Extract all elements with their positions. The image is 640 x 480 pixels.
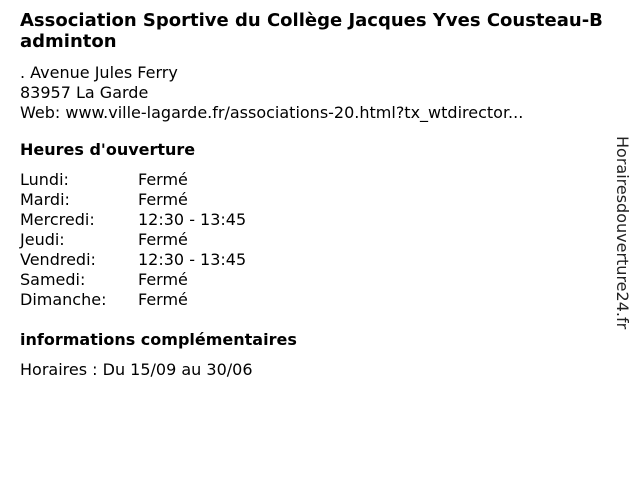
hours-row-friday — [20, 250, 612, 270]
additional-info-text: Horaires : Du 15/09 au 30/06 — [20, 360, 253, 379]
hours-row-saturday — [20, 270, 612, 290]
day-label: Samedi: — [20, 270, 86, 289]
hours-row-sunday — [20, 290, 612, 310]
day-label: Dimanche: — [20, 290, 107, 309]
brand-text: Horairesdouverture24.fr — [613, 136, 632, 330]
hours-value: Fermé — [138, 270, 188, 289]
additional-info-heading: informations complémentaires — [20, 330, 297, 349]
association-card — [20, 10, 612, 380]
hours-value: Fermé — [138, 290, 188, 309]
hours-value: Fermé — [138, 170, 188, 189]
day-label: Vendredi: — [20, 250, 96, 269]
day-label: Jeudi: — [20, 230, 65, 249]
address-block — [20, 63, 612, 123]
opening-hours-table — [20, 170, 612, 310]
hours-value: 12:30 - 13:45 — [138, 250, 247, 269]
day-label: Mardi: — [20, 190, 70, 209]
side-brand-watermark — [612, 136, 632, 372]
address-line-street: . Avenue Jules Ferry — [20, 63, 178, 82]
day-label: Lundi: — [20, 170, 69, 189]
day-label: Mercredi: — [20, 210, 95, 229]
opening-hours-heading: Heures d'ouverture — [20, 140, 196, 159]
association-title: Association Sportive du Collège Jacques Yves Cousteau-Badminton — [20, 10, 603, 52]
hours-value: Fermé — [138, 230, 188, 249]
hours-row-tuesday — [20, 190, 612, 210]
hours-value: Fermé — [138, 190, 188, 209]
hours-row-thursday — [20, 230, 612, 250]
address-line-city: 83957 La Garde — [20, 83, 149, 102]
hours-row-monday — [20, 170, 612, 190]
hours-value: 12:30 - 13:45 — [138, 210, 247, 229]
website-link[interactable]: Web: www.ville-lagarde.fr/associations-20.html?tx_wtdirector... — [20, 103, 524, 122]
hours-row-wednesday — [20, 210, 612, 230]
